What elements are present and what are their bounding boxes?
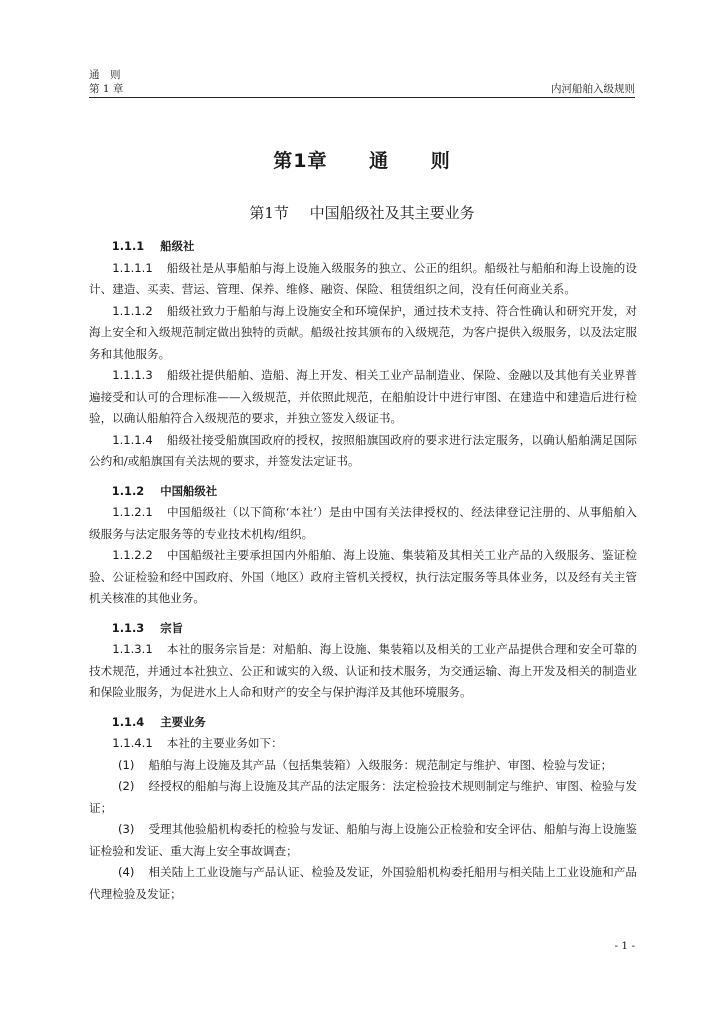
list-item (89, 755, 637, 777)
clause-text: 本社的服务宗旨是：对船舶、海上设施、集装箱以及相关的工业产品提供合理和安全可靠的技术规范，并通过本社独立、公正和诚实的入级、认证和技术服务，为交通运输、海上开发及相关的制造业和保险业服务，为促进水上人命和财产的安全与保护海洋及其他环境服务。 (89, 642, 637, 699)
clause-number: 1.1.2 (111, 483, 145, 498)
clause-number: (3) (118, 822, 135, 836)
header-section-label: 通 则 (89, 69, 121, 81)
subsection-heading (89, 481, 637, 503)
clause-number: 1.1.1 (111, 239, 145, 253)
chapter-word-1: 通 (369, 150, 390, 172)
clause-paragraph (89, 545, 637, 610)
subsection-heading (89, 618, 637, 640)
clause-paragraph (89, 365, 637, 430)
document-body (89, 236, 637, 905)
clause-number: (2) (118, 779, 135, 793)
clause-number: 1.1.2.1 (112, 505, 153, 519)
clause-text: 中国船级社主要承担国内外船舶、海上设施、集装箱及其相关工业产品的入级服务、鉴证检验、公证检验和经中国政府、外国（地区）政府主管机关授权，执行法定服务等具体业务，以及经有关主管机关核准的其他业务。 (89, 548, 637, 605)
clause-text: 受理其他验船机构委托的检验与发证、船舶与海上设施公正检验和安全评估、船舶与海上设施鉴证检验和发证、重大海上安全事故调查； (89, 822, 637, 858)
clause-number: 1.1.1.4 (112, 432, 153, 447)
clause-text: 船级社是从事船舶与海上设施入级服务的独立、公正的组织。船级社与船舶和海上设施的设计、建造、买卖、营运、管理、保养、维修、融资、保险、租赁组织之间，没有任何商业关系。 (89, 260, 637, 296)
clause-paragraph (89, 639, 637, 704)
clause-paragraph (89, 502, 637, 545)
clause-number: (4) (118, 865, 135, 879)
clause-number: 1.1.1.3 (112, 368, 153, 382)
list-item (89, 776, 637, 819)
clause-text: 中国船级社 (160, 483, 218, 498)
clause-number: 1.1.3 (111, 620, 145, 635)
list-item (89, 862, 637, 905)
subsection-heading (89, 712, 637, 734)
clause-text: 主要业务 (160, 714, 206, 729)
clause-text: 船级社 (160, 239, 195, 253)
list-item (89, 819, 637, 862)
clause-text: 本社的主要业务如下： (166, 736, 283, 750)
clause-number: (1) (118, 757, 135, 772)
clause-paragraph (89, 301, 637, 366)
clause-number: 1.1.1.2 (112, 303, 153, 318)
running-header (89, 68, 635, 96)
clause-paragraph (89, 733, 637, 755)
clause-text: 船级社接受船旗国政府的授权，按照船旗国政府的要求进行法定服务，以确认船舶满足国际公约和/或船旗国有关法规的要求，并签发法定证书。 (89, 432, 637, 468)
header-book-title: 内河船舶入级规则 (551, 83, 635, 95)
clause-text: 船级社致力于船舶与海上设施安全和环境保护，通过技术支持、符合性确认和研究开发，对海上安全和入级规范制定做出独特的贡献。船级社按其颁布的入级规范，为客户提供入级服务，以及法定服务和其他服务。 (89, 303, 637, 361)
clause-text: 船级社提供船舶、造船、海上开发、相关工业产品制造业、保险、金融以及其他有关业界普遍接受和认可的合理标准——入级规范，并依照此规范，在船舶设计中进行审图、在建造中和建造后进行检验，以确认船舶符合入级规范的要求，并独立签发入级证书。 (89, 368, 637, 425)
clause-text: 宗旨 (160, 620, 184, 635)
clause-number: 1.1.4 (111, 714, 145, 729)
clause-text: 经授权的船舶与海上设施及其产品的法定服务：法定检验技术规则制定与维护、审图、检验与发证； (89, 779, 637, 815)
chapter-number: 第1章 (273, 150, 328, 172)
header-divider (89, 97, 635, 98)
chapter-title (0, 146, 724, 173)
clause-number: 1.1.3.1 (112, 642, 153, 656)
clause-number: 1.1.2.2 (112, 548, 153, 562)
page-number: - 1 - (614, 940, 635, 952)
header-chapter-label: 第 1 章 (89, 83, 124, 95)
section-title (0, 202, 724, 223)
clause-text: 船舶与海上设施及其产品（包括集装箱）入级服务：规范制定与维护、审图、检验与发证； (148, 757, 613, 772)
subsection-heading (89, 236, 637, 258)
clause-paragraph (89, 430, 637, 473)
clause-number: 1.1.1.1 (112, 260, 153, 275)
clause-paragraph (89, 258, 637, 301)
clause-number: 1.1.4.1 (112, 736, 153, 750)
section-text: 中国船级社及其主要业务 (309, 204, 475, 222)
clause-text: 相关陆上工业设施与产品认证、检验及发证，外国验船机构委托船用与相关陆上工业设施和产品代理检验及发证； (89, 865, 637, 901)
chapter-word-2: 则 (430, 150, 451, 172)
section-number: 第1节 (249, 204, 289, 222)
clause-text: 中国船级社（以下简称‘本社’）是由中国有关法律授权的、经法律登记注册的、从事船舶入级服务与法定服务等的专业技术机构/组织。 (89, 505, 637, 541)
